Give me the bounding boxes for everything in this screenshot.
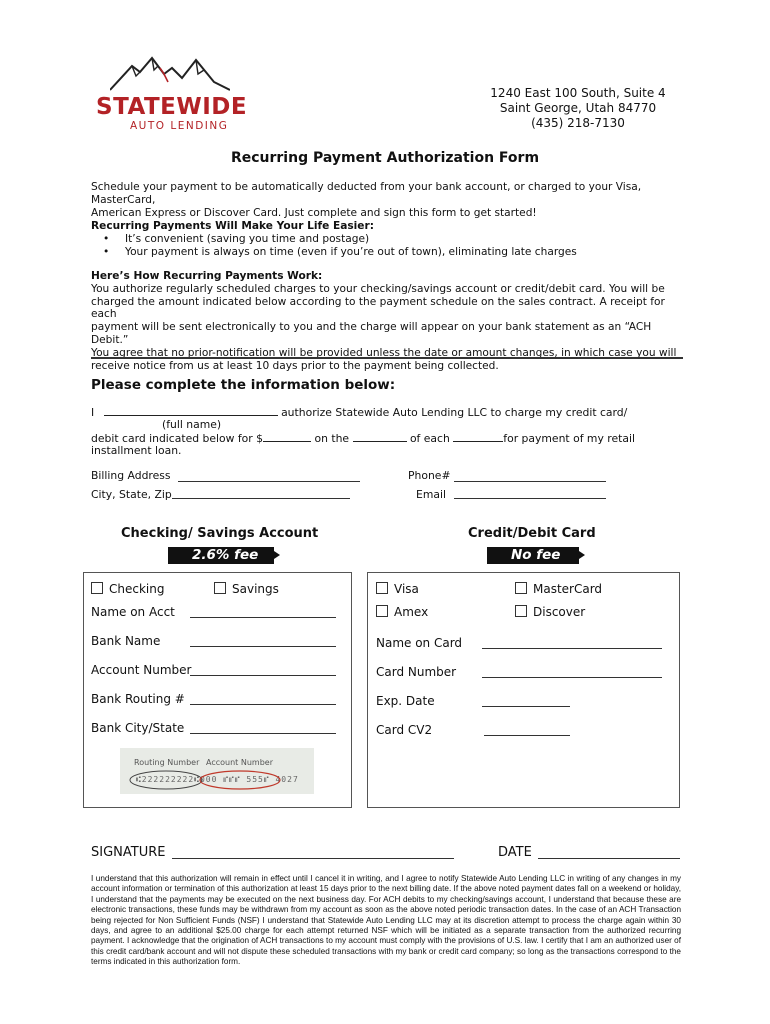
exp-date-label: Exp. Date <box>376 694 435 708</box>
logo-subtitle: AUTO LENDING <box>130 120 229 132</box>
card-cv2-label: Card CV2 <box>376 723 433 737</box>
phone-field[interactable] <box>454 481 606 482</box>
mastercard-label: MasterCard <box>533 582 603 596</box>
phone-label: Phone# <box>408 469 451 482</box>
bank-name-field[interactable] <box>190 646 336 647</box>
mastercard-checkbox[interactable] <box>515 582 527 594</box>
city-state-zip-field[interactable] <box>172 498 350 499</box>
intro-line-1: Schedule your payment to be automatically deducted from your bank account, or charged to your Visa, MasterCard, <box>91 181 642 206</box>
micr-digits: ⑆222222222⑆000 ⑈⑈⑈ 555⑈ 4027 <box>136 775 299 784</box>
checking-checkbox[interactable] <box>91 582 103 594</box>
intro-paragraph <box>91 181 691 219</box>
installment-label: installment loan. <box>91 444 182 457</box>
email-field[interactable] <box>454 498 606 499</box>
account-number-label: Account Number <box>91 663 192 677</box>
checking-option[interactable] <box>91 582 164 596</box>
checking-fee-badge: 2.6% fee <box>168 547 274 564</box>
date-label: DATE <box>498 845 532 860</box>
savings-option[interactable] <box>214 582 279 596</box>
savings-label: Savings <box>232 582 279 596</box>
check-sample-image <box>120 748 314 794</box>
bank-routing-field[interactable] <box>190 704 336 705</box>
visa-label: Visa <box>394 582 419 596</box>
amex-checkbox[interactable] <box>376 605 388 617</box>
city-state-zip-label: City, State, Zip <box>91 488 172 501</box>
billing-address-field[interactable] <box>178 481 360 482</box>
company-address <box>478 86 678 131</box>
bank-routing-label: Bank Routing # <box>91 692 185 706</box>
address-line-1: 1240 East 100 South, Suite 4 <box>490 86 666 100</box>
name-on-acct-field[interactable] <box>190 617 336 618</box>
date-field[interactable] <box>538 858 680 859</box>
email-label: Email <box>416 488 446 501</box>
checking-label: Checking <box>109 582 165 596</box>
bank-city-state-field[interactable] <box>190 733 336 734</box>
billing-address-label: Billing Address <box>91 469 171 482</box>
easier-section <box>91 220 691 258</box>
debit-prefix: debit card indicated below for $ <box>91 432 264 445</box>
card-cv2-field[interactable] <box>484 735 570 736</box>
account-number-field[interactable] <box>190 675 336 676</box>
easier-list <box>113 233 691 259</box>
logo-wordmark: STATEWIDE <box>96 94 248 120</box>
exp-date-field[interactable] <box>482 706 570 707</box>
name-on-acct-label: Name on Acct <box>91 605 175 619</box>
easier-heading: Recurring Payments Will Make Your Life Easier: <box>91 220 374 232</box>
card-number-label: Card Number <box>376 665 457 679</box>
savings-checkbox[interactable] <box>214 582 226 594</box>
how-line: payment will be sent electronically to you and the charge will appear on your bank statement as an “ACH Debit.” <box>91 321 652 346</box>
credit-fee-badge: No fee <box>487 547 579 564</box>
authorize-text: authorize Statewide Auto Lending LLC to charge my credit card/ <box>281 406 628 419</box>
account-number-caption: Account Number <box>206 758 273 767</box>
amount-field[interactable] <box>263 431 311 442</box>
visa-option[interactable] <box>376 582 419 596</box>
company-logo <box>96 52 246 132</box>
name-on-card-field[interactable] <box>482 648 662 649</box>
how-line: receive notice from us at least 10 days prior to the payment being collected. <box>91 359 499 372</box>
address-line-2: Saint George, Utah 84770 <box>499 101 657 115</box>
amount-line <box>91 431 635 445</box>
form-title: Recurring Payment Authorization Form <box>230 150 540 166</box>
authorize-line <box>91 405 627 419</box>
how-line: charged the amount indicated below according to the payment schedule on the sales contract. A receipt for each <box>91 295 665 321</box>
bank-name-label: Bank Name <box>91 634 161 648</box>
signature-label: SIGNATURE <box>91 845 166 860</box>
for-payment-label: for payment of my retail <box>503 432 635 445</box>
signature-field[interactable] <box>172 858 454 859</box>
discover-label: Discover <box>533 605 586 619</box>
intro-line-2: American Express or Discover Card. Just complete and sign this form to get started! <box>91 206 537 219</box>
address-phone: (435) 218-7130 <box>531 116 625 130</box>
on-the-label: on the <box>314 432 350 445</box>
mountain-icon <box>110 52 230 92</box>
discover-checkbox[interactable] <box>515 605 527 617</box>
section-divider <box>91 357 683 359</box>
card-number-field[interactable] <box>482 677 662 678</box>
amex-option[interactable] <box>376 605 428 619</box>
info-heading: Please complete the information below: <box>91 377 396 393</box>
of-each-label: of each <box>409 432 450 445</box>
bank-city-state-label: Bank City/State <box>91 721 185 735</box>
mastercard-option[interactable] <box>515 582 602 596</box>
name-on-card-label: Name on Card <box>376 636 463 650</box>
period-field[interactable] <box>453 431 503 442</box>
i-label: I <box>91 406 95 419</box>
routing-number-caption: Routing Number <box>134 758 200 767</box>
checking-heading: Checking/ Savings Account <box>121 526 319 541</box>
highlight-ovals-icon <box>128 768 308 792</box>
day-field[interactable] <box>353 431 407 442</box>
full-name-field[interactable] <box>104 405 278 416</box>
list-item: • Your payment is always on time (even if you’re out of town), eliminating late charges <box>113 246 691 259</box>
how-heading: Here’s How Recurring Payments Work: <box>91 270 323 282</box>
how-line: You authorize regularly scheduled charges to your checking/savings account or credit/debit card. You will be <box>91 282 665 295</box>
full-name-caption: (full name) <box>162 418 222 431</box>
how-line: You agree that no prior-notification will be provided unless the date or amount changes, in which case you will <box>91 346 677 359</box>
discover-option[interactable] <box>515 605 585 619</box>
list-item: • It’s convenient (saving you time and postage) <box>113 233 691 246</box>
terms-paragraph: I understand that this authorization will remain in effect until I cancel it in writing, and I agree to notify Statewide Auto Lending LLC in writing of any changes in my account information or termination of this authorization at least 15 days prior to the next billing date. If the above noted payment dates fall on a weekend or holiday, I understand that the payments may be executed on the next business day. For ACH debits to my checking/savings account, I understand that because these are electronic transactions, these funds may be withdrawn from my account as soon as the above noted periodic transaction dates. In the case of an ACH Transaction being rejected for Non Sufficient Funds (NSF) I understand that Statewide Auto Lending LLC may at its discretion attempt to process the charge again within 30 days, and agree to an additional $25.00 charge for each attempt returned NSF which will be initiated as a separate transaction from the authorized recurring payment. I acknowledge that the origination of ACH transactions to my account must comply with the provisions of U.S. law. I certify that I am an authorized user of this credit card/bank account and will not dispute these scheduled transactions with my bank or credit card company; so long as the transactions correspond to the terms indicated in this authorization form. <box>91 874 681 967</box>
credit-heading: Credit/Debit Card <box>468 526 596 541</box>
amex-label: Amex <box>394 605 429 619</box>
visa-checkbox[interactable] <box>376 582 388 594</box>
